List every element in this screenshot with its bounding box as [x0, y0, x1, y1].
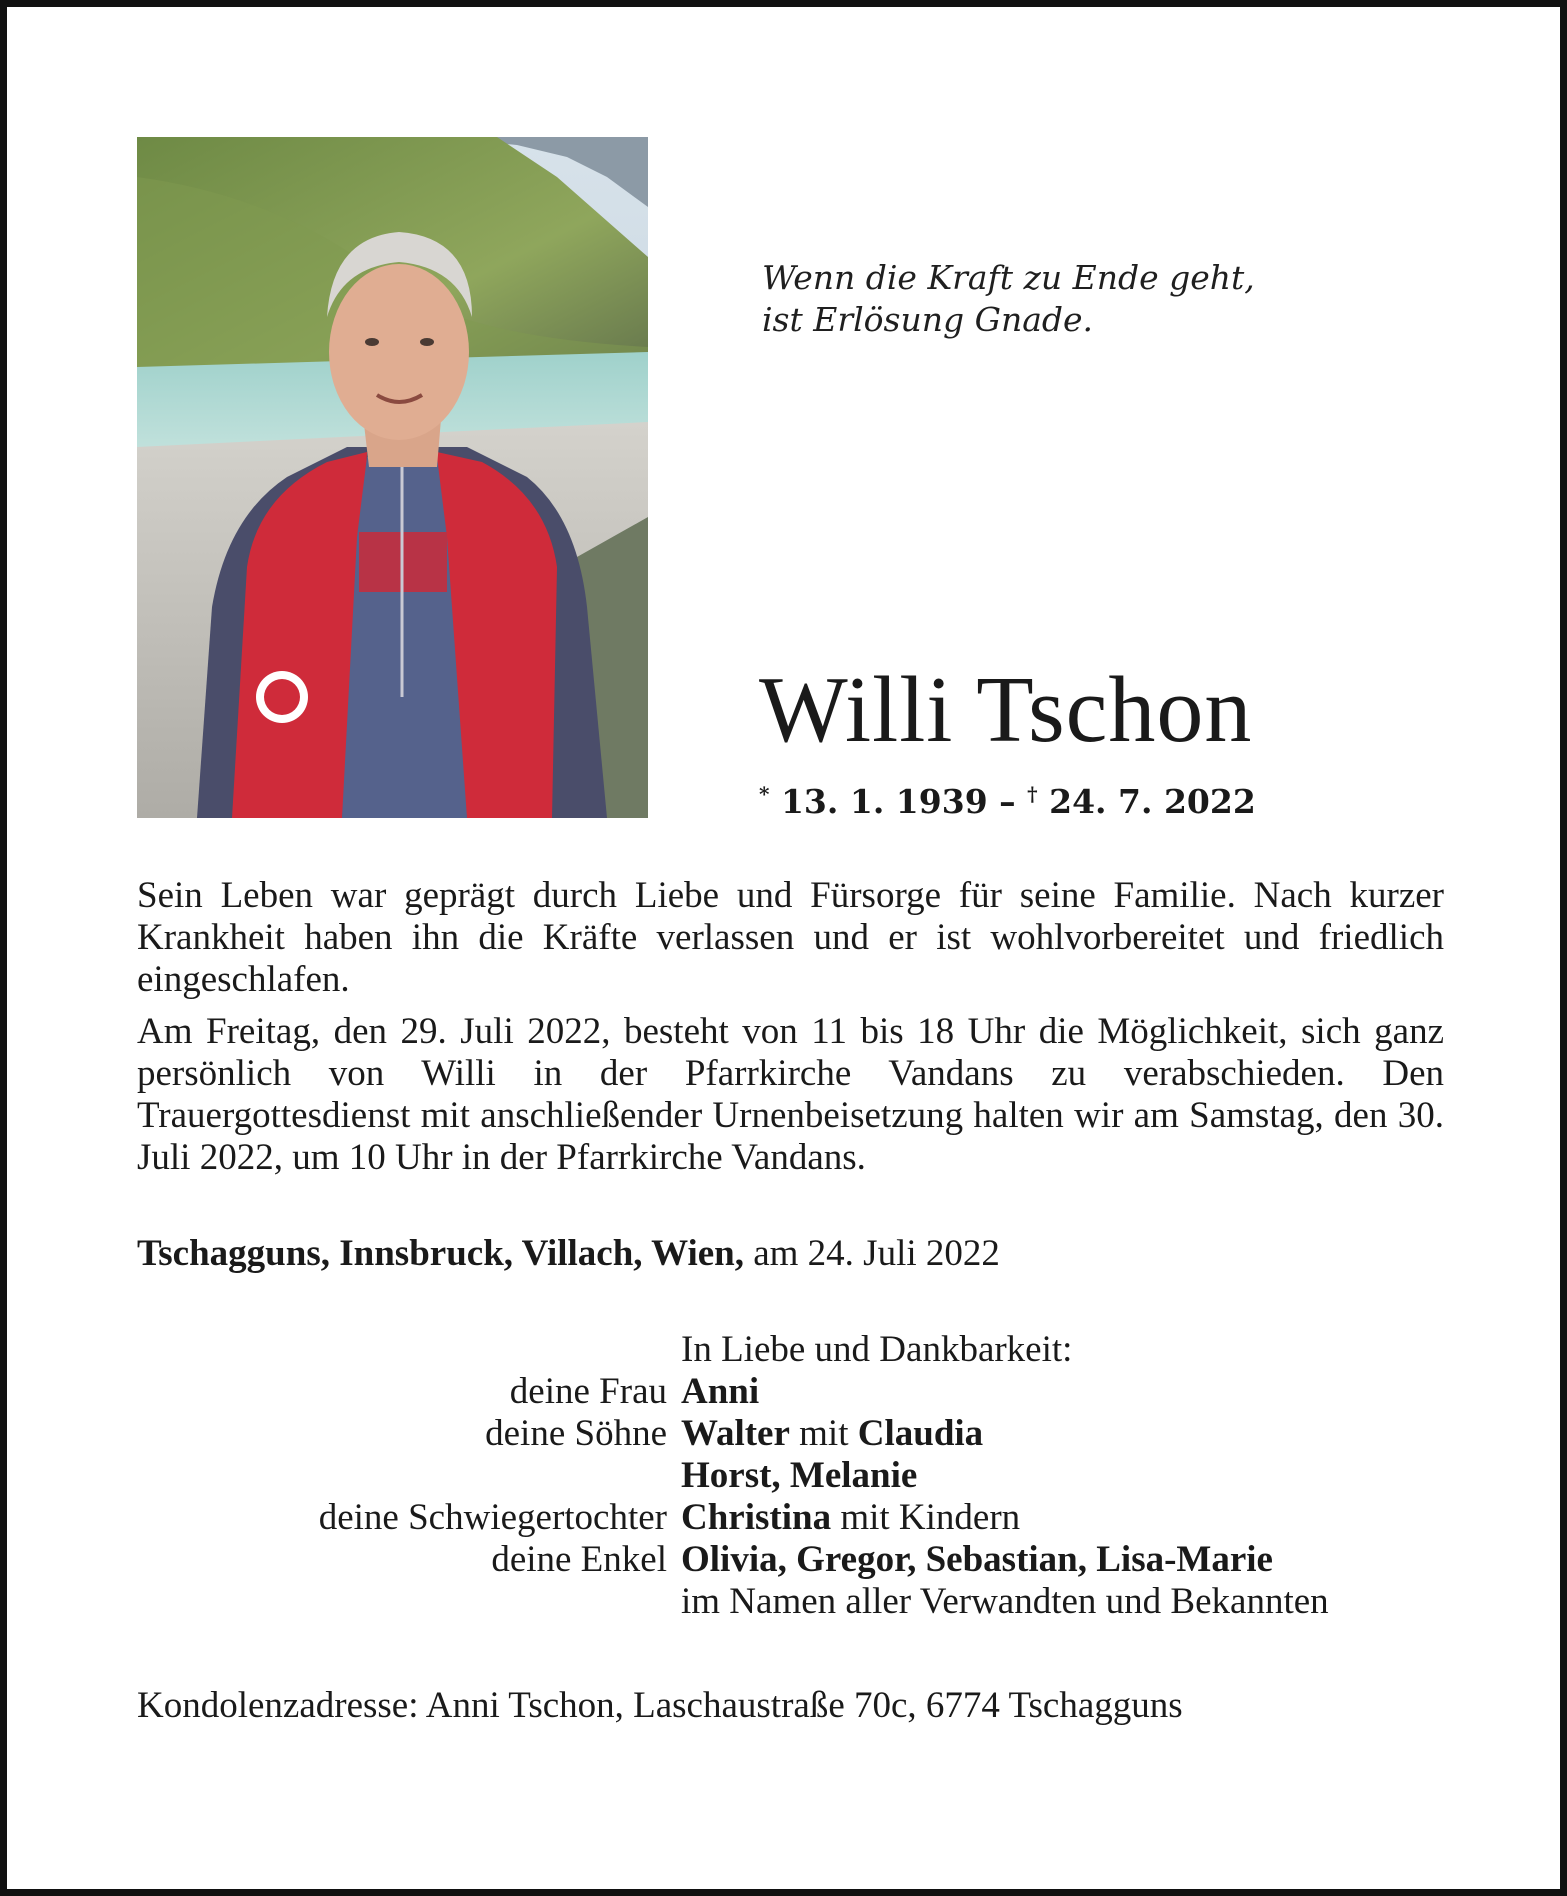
mourner-row	[137, 1539, 1444, 1581]
mourner-row	[137, 1497, 1444, 1539]
paragraph-life: Sein Leben war geprägt durch Liebe und Fürsorge für seine Familie. Nach kurzer Krankheit haben ihn die Kräfte verlassen und er ist wohlvorbereitet und friedlich eingeschlafen.	[137, 875, 1444, 1000]
mourner-names	[681, 1455, 1444, 1497]
mourner-names	[681, 1371, 1444, 1413]
mourners-list	[137, 1329, 1444, 1623]
motto-quote	[762, 257, 1462, 341]
mourners-intro-row	[137, 1329, 1444, 1371]
motto-line-1: Wenn die Kraft zu Ende geht,	[762, 258, 1255, 297]
mourners-intro: In Liebe und Dankbarkeit:	[681, 1329, 1073, 1370]
motto-line-2: ist Erlösung Gnade.	[762, 300, 1094, 339]
place-cities: Tschagguns, Innsbruck, Villach, Wien,	[137, 1233, 744, 1274]
death-symbol: †	[1027, 782, 1038, 806]
deceased-name: Willi Tschon	[759, 658, 1253, 762]
mourner-relation	[137, 1455, 681, 1497]
condolence-address: Kondolenzadresse: Anni Tschon, Laschaustraße 70c, 6774 Tschagguns	[137, 1685, 1183, 1726]
obituary-text	[137, 875, 1444, 1189]
mourner-row	[137, 1371, 1444, 1413]
birth-symbol: *	[759, 782, 770, 806]
mourner-connector: mit Kindern	[831, 1497, 1021, 1538]
mourner-connector: mit	[789, 1413, 858, 1454]
mourner-relation: deine Frau	[509, 1371, 667, 1412]
mourner-name: Walter	[681, 1413, 790, 1454]
mourner-names	[681, 1539, 1444, 1581]
place-date: am 24. Juli 2022	[753, 1233, 1000, 1274]
mourner-names	[681, 1497, 1444, 1539]
mourner-relation: deine Schwiegertochter	[318, 1497, 667, 1538]
mourner-relation: deine Söhne	[485, 1413, 667, 1454]
mourner-name-2: Claudia	[857, 1413, 984, 1454]
mourner-row	[137, 1413, 1444, 1455]
death-date: 24. 7. 2022	[1049, 782, 1256, 821]
life-dates	[759, 782, 1256, 821]
birth-date: 13. 1. 1939	[780, 782, 988, 821]
portrait-photo	[137, 137, 648, 818]
place-and-date	[137, 1232, 1000, 1275]
mourner-name: Christina	[681, 1497, 832, 1538]
mourner-relation: deine Enkel	[491, 1539, 667, 1580]
paragraph-funeral: Am Freitag, den 29. Juli 2022, besteht von 11 bis 18 Uhr die Möglichkeit, sich ganz persönlich von Willi in der Pfarrkirche Vandans zu verabschieden. Den Trauergottesdienst mit anschließender Urnenbeisetzung halten wir am Samstag, den 30. Juli 2022, um 10 Uhr in der Pfarrkirche Vandans.	[137, 1011, 1444, 1178]
mourners-closing-row	[137, 1581, 1444, 1623]
mourner-names	[681, 1413, 1444, 1455]
mourners-closing: im Namen aller Verwandten und Bekannten	[681, 1581, 1329, 1622]
mourner-name: Anni	[681, 1371, 760, 1412]
mourner-name: Horst, Melanie	[681, 1455, 918, 1496]
mourner-name: Olivia, Gregor, Sebastian, Lisa-Marie	[681, 1539, 1273, 1580]
date-separator: –	[987, 782, 1028, 821]
mourner-row	[137, 1455, 1444, 1497]
